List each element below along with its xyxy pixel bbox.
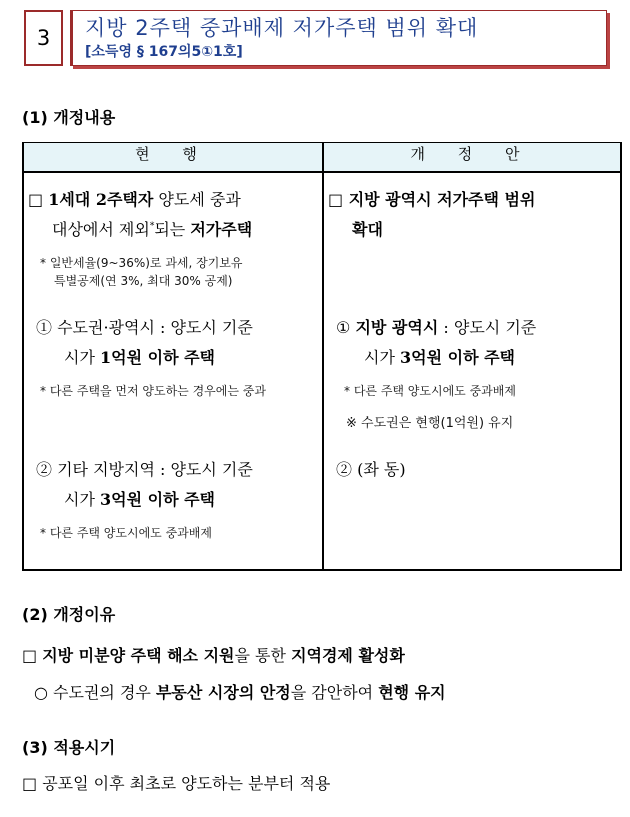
footnote-mark: *: [149, 221, 155, 232]
law-reference: [소득영 § 167의5①1호]: [85, 44, 243, 60]
section-heading-timing: (3) 적용시기: [22, 738, 116, 757]
text: ○ 수도권의 경우: [34, 683, 156, 702]
text: □: [22, 646, 43, 665]
text: 대상에서 제외: [52, 220, 150, 239]
section-heading-reason: (2) 개정이유: [22, 605, 116, 624]
section-number: 3: [36, 26, 51, 50]
text: 현행 유지: [378, 683, 446, 702]
text: 양도세 중과: [153, 190, 241, 209]
text: 시가: [64, 348, 100, 367]
revised-item-2: ② (좌 동): [336, 460, 406, 479]
current-note-4: * 다른 주택 양도시에도 중과배제: [40, 526, 212, 540]
revised-note-2: ※ 수도권은 현행(1억원) 유지: [346, 416, 514, 431]
revised-item-1-line-2: [364, 345, 515, 368]
col-header-revised: 개 정 안: [323, 143, 621, 173]
text: 시가: [64, 490, 100, 509]
header-title-box: [70, 10, 607, 66]
text: 되는: [154, 220, 191, 239]
revised-note-1: * 다른 주택 양도시에도 중과배제: [344, 384, 516, 398]
current-note-3: * 다른 주택을 먼저 양도하는 경우에는 중과: [40, 384, 266, 398]
current-note-1: * 일반세율(9~36%)로 과세, 장기보유: [40, 256, 243, 270]
comparison-table: [22, 142, 622, 571]
timing-line-1: □ 공포일 이후 최초로 양도하는 분부터 적용: [22, 774, 331, 793]
current-line-2: [52, 217, 252, 240]
text: 3억원 이하 주택: [100, 490, 216, 509]
text: 을 통한: [234, 646, 292, 665]
current-item-1-line-2: [64, 345, 215, 368]
revised-item-1: [336, 315, 536, 338]
text: 지역경제 활성화: [291, 646, 405, 665]
col-header-current: 현 행: [23, 143, 323, 173]
section-number-box: [24, 10, 63, 66]
text: ①: [336, 318, 356, 337]
current-item-2-line-2: [64, 487, 215, 510]
text: 1세대 2주택자: [48, 190, 154, 209]
text: 1억원 이하 주택: [100, 348, 216, 367]
text: 부동산 시장의 안정: [155, 683, 291, 702]
reason-line-1: [22, 643, 405, 666]
text: □: [28, 190, 49, 209]
current-cell: [23, 172, 323, 570]
text: 시가: [364, 348, 400, 367]
revised-line-2: 확대: [352, 220, 383, 239]
section-heading-changes: (1) 개정내용: [22, 108, 116, 127]
text: 을 감안하여: [290, 683, 379, 702]
text: 3억원 이하 주택: [400, 348, 516, 367]
current-item-2: ② 기타 지방지역 : 양도시 기준: [36, 460, 253, 479]
text: 지방 미분양 주택 해소 지원: [42, 646, 235, 665]
revised-line-1: □ 지방 광역시 저가주택 범위: [328, 190, 536, 209]
text: 저가주택: [190, 220, 253, 239]
reason-line-2: [34, 680, 446, 703]
current-note-2: 특별공제(연 3%, 최대 30% 공제): [54, 274, 233, 288]
current-line-1: [28, 187, 241, 210]
revised-cell: [323, 172, 621, 570]
text: 지방 광역시: [355, 318, 439, 337]
current-item-1: ① 수도권·광역시 : 양도시 기준: [36, 318, 253, 337]
page-title: 지방 2주택 중과배제 저가주택 범위 확대: [85, 16, 479, 40]
text: : 양도시 기준: [438, 318, 537, 337]
